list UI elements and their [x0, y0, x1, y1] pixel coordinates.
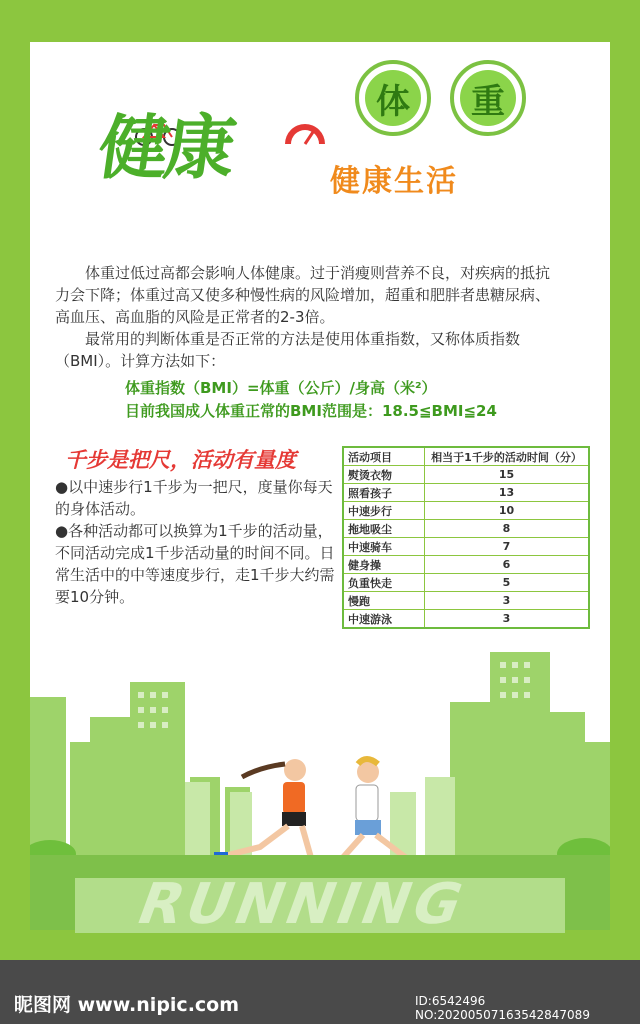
activity-name: 中速游泳	[343, 610, 425, 629]
table-row	[343, 484, 589, 502]
intro-paragraph-2: 最常用的判断体重是否正常的方法是使用体重指数，又称体质指数（BMI）。计算方法如下：	[55, 330, 521, 370]
title-circle-2	[450, 60, 526, 136]
section-title: 千步是把尺，活动有量度	[65, 448, 296, 472]
subtitle: 健康生活	[330, 164, 458, 199]
speedometer-icon	[282, 114, 328, 148]
activity-name: 健身操	[343, 556, 425, 574]
table-header: 相当于1千步的活动时间（分）	[425, 447, 590, 466]
bullet-1: ●以中速步行1千步为一把尺，度量你每天的身体活动。	[55, 478, 333, 518]
table-row	[343, 466, 589, 484]
activity-minutes: 6	[425, 556, 590, 574]
activity-table	[342, 446, 590, 629]
bullet-2: ●各种活动都可以换算为1千步的活动量，不同活动完成1千步活动量的时间不同。日常生活中的中等速度步行，走1千步大约需要10分钟。	[55, 522, 335, 606]
activity-minutes: 13	[425, 484, 590, 502]
activity-name: 中速骑车	[343, 538, 425, 556]
table-row	[343, 610, 589, 629]
table-header: 活动项目	[343, 447, 425, 466]
table-row	[343, 502, 589, 520]
activity-name: 熨烫衣物	[343, 466, 425, 484]
title-circle-1	[355, 60, 431, 136]
table-row	[343, 556, 589, 574]
title-circle-2-text: 重	[460, 70, 516, 126]
table-row	[343, 538, 589, 556]
intro-paragraph-1: 体重过低过高都会影响人体健康。过于消瘦则营养不良，对疾病的抵抗力会下降；体重过高又使多种慢性病的风险增加，超重和肥胖者患糖尿病、高血压、高血脂的风险是正常者的2-3倍。	[55, 264, 551, 326]
title-circle-1-text: 体	[365, 70, 421, 126]
activity-minutes: 15	[425, 466, 590, 484]
activity-name: 慢跑	[343, 592, 425, 610]
activity-name: 负重快走	[343, 574, 425, 592]
watermark-left: 昵图网 www.nipic.com	[14, 994, 240, 1016]
bmi-range: 目前我国成人体重正常的BMI范围是：18.5≦BMI≦24	[125, 402, 497, 420]
activity-minutes: 7	[425, 538, 590, 556]
title-main: 健康	[93, 106, 238, 189]
table-row	[343, 574, 589, 592]
table-header-row	[343, 447, 589, 466]
activity-name: 拖地吸尘	[343, 520, 425, 538]
activity-minutes: 10	[425, 502, 590, 520]
activity-minutes: 3	[425, 610, 590, 629]
table-row	[343, 592, 589, 610]
activity-minutes: 5	[425, 574, 590, 592]
activity-minutes: 8	[425, 520, 590, 538]
activity-minutes: 3	[425, 592, 590, 610]
table-row	[343, 520, 589, 538]
activity-name: 中速步行	[343, 502, 425, 520]
watermark-right: ID:6542496 NO:20200507163542847089	[415, 994, 590, 1022]
running-text: RUNNING	[128, 872, 476, 937]
activity-name: 照看孩子	[343, 484, 425, 502]
bmi-formula: 体重指数（BMI）=体重（公斤）/身高（米²）	[125, 379, 437, 397]
